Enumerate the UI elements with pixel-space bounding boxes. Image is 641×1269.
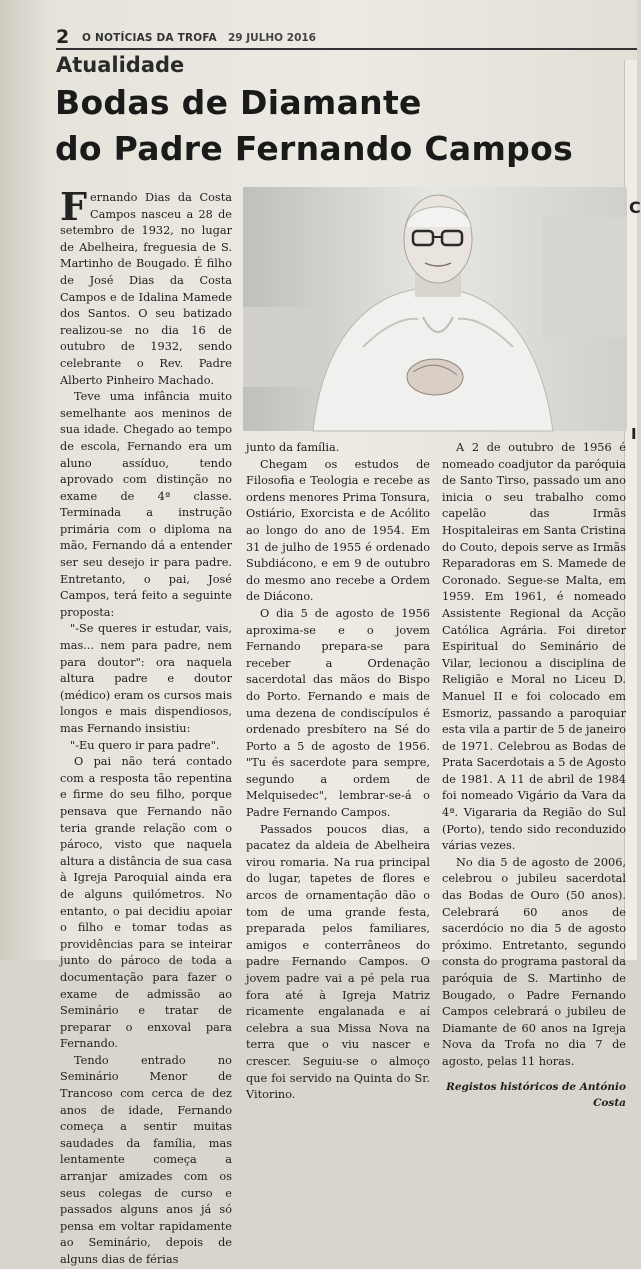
author-signature: Registos históricos de António Costa <box>446 1080 626 1110</box>
drop-cap: F <box>60 184 87 229</box>
headline-line-2: do Padre Fernando Campos <box>55 129 574 168</box>
quote-paragraph: "-Eu quero ir para padre". <box>70 738 220 752</box>
header-rule <box>56 48 637 50</box>
paragraph: Passados poucos dias, a pacatez da aldeia de Abelheira virou romaria. Na rua principal do lugar, tapetes de flores e arcos de ornamentação dão o tom de uma grande festa, preparada pelos familiares, amigos e conterrâneos do padre Fernando Campos. O jovem padre vai a pé pela rua fora até à Igreja Matriz ricamente engalanada e aí celebra a sua Missa Nova na terra que o viu nascer e crescer. Seguiu-se o almoço que foi servido na Quinta do Sr. Vitorino. <box>246 822 430 1102</box>
section-label: Atualidade <box>56 53 185 77</box>
edge-letter-c: C <box>629 198 641 217</box>
edge-letter-i: I <box>631 425 637 443</box>
issue-date: 29 JULHO 2016 <box>228 32 316 44</box>
article-column-2 <box>246 440 430 1104</box>
paragraph: Fernando Dias da Costa Campos nasceu a 28 de setembro de 1932, no lugar de Abelheira, freguesia de S. Martinho de Bougado. É filho de José Dias da Costa Campos e de Idalina Mamede dos Santos. O seu batizado realizou-se no dia 16 de outubro de 1932, sendo celebrante o Rev. Padre Alberto Pinheiro Machado. <box>60 184 232 387</box>
paragraph: O dia 5 de agosto de 1956 aproxima-se e o jovem Fernando prepara-se para receber a Ordenação sacerdotal das mãos do Bispo do Porto. Fernando e mais de uma dezena de condiscípulos é ordenado presbítero na Sé do Porto a 5 de agosto de 1956. "Tu és sacerdote para sempre, segundo a ordem de Melquisedec", lembrar-se-á o Padre Fernando Campos. <box>246 606 430 820</box>
paragraph: A 2 de outubro de 1956 é nomeado coadjutor da paróquia de Santo Tirso, passado um ano inicia o seu trabalho como capelão das Irmãs Hospitaleiras em Santa Cristina do Couto, depois serve as Irmãs Reparadoras em S. Mamede de Coronado. Segue-se Malta, em 1959. Em 1961, é nomeado Assistente Regional da Acção Católica Agrária. Foi diretor Espiritual do Seminário de Vilar, lecionou a disciplina de Religião e Moral no Liceu D. Manuel II e foi colocado em Esmoriz, passando a paroquiar esta vila a partir de 5 de janeiro de 1971. Celebrou as Bodas de Prata Sacerdotais a 5 de Agosto de 1981. A 11 de abril de 1984 foi nomeado Vigário da Vara da 4ª. Vigararia da Região do Sul (Porto), tendo sido reconduzido várias vezes. <box>442 441 626 853</box>
headline-line-1: Bodas de Diamante <box>55 83 422 122</box>
article-headline <box>55 80 625 172</box>
paragraph: No dia 5 de agosto de 2006, celebrou o jubileu sacerdotal das Bodas de Ouro (50 anos). Celebrará 60 anos de sacerdócio no dia 5 de agosto próximo. Entretanto, segundo consta do programa pastoral da paróquia de S. Martinho de Bougado, o Padre Fernando Campos celebrará o jubileu de Diamante de 60 anos na Igreja Nova da Trofa no dia 7 de agosto, pelas 11 horas. <box>442 855 626 1068</box>
article-column-1 <box>60 184 232 1269</box>
article-column-3 <box>442 440 626 1112</box>
page-number: 2 <box>56 26 70 48</box>
priest-portrait-photo <box>243 187 627 431</box>
paragraph: Teve uma infância muito semelhante aos meninos de sua idade. Chegado ao tempo de escola, Fernando era um aluno assíduo, tendo aprovado com distinção no exame de 4ª classe. Terminada a instrução primária com o diploma na mão, Fernando dá a entender ser seu desejo ir para padre. Entretanto, o pai, José Campos, terá feito a seguinte proposta: <box>60 390 232 619</box>
paragraph: O pai não terá contado com a resposta tão repentina e firme do seu filho, porque pensava que Fernando não teria grande relação com o pároco, visto que naquela altura a distância de sua casa à Igreja Paroquial ainda era de alguns quilómetros. No entanto, o pai decidiu apoiar o filho e tomar todas as providências para se inteirar junto do pároco de toda a documentação para fazer o exame de admissão ao Seminário e tratar de preparar o enxoval para Fernando. <box>60 755 232 1051</box>
portrait-illustration <box>243 187 627 431</box>
publication-name: O NOTÍCIAS DA TROFA <box>82 32 217 44</box>
quote-paragraph: "-Se queres ir estudar, vais, mas... nem para padre, nem para doutor": ora naquela altura padre e doutor (médico) eram os cursos mais longos e mais dispendiosos, mas Fernando insistiu: <box>60 622 232 735</box>
paragraph: Chegam os estudos de Filosofia e Teologia e recebe as ordens menores Prima Tonsura, Ostiário, Exorcista e de Acólito ao longo do ano de 1954. Em 31 de julho de 1955 é ordenado Subdiácono, e em 9 de outubro do mesmo ano recebe a Ordem de Diácono. <box>246 457 430 604</box>
paragraph: junto da família. <box>246 441 340 454</box>
page-header <box>56 26 637 50</box>
paragraph: Tendo entrado no Seminário Menor de Trancoso com cerca de dez anos de idade, Fernando começa a sentir muitas saudades da família, mas lentamente começa a arranjar amizades com os seus colegas de curso e passados alguns anos já só pensa em voltar rapidamente ao Seminário, depois de alguns dias de férias <box>60 1053 232 1266</box>
